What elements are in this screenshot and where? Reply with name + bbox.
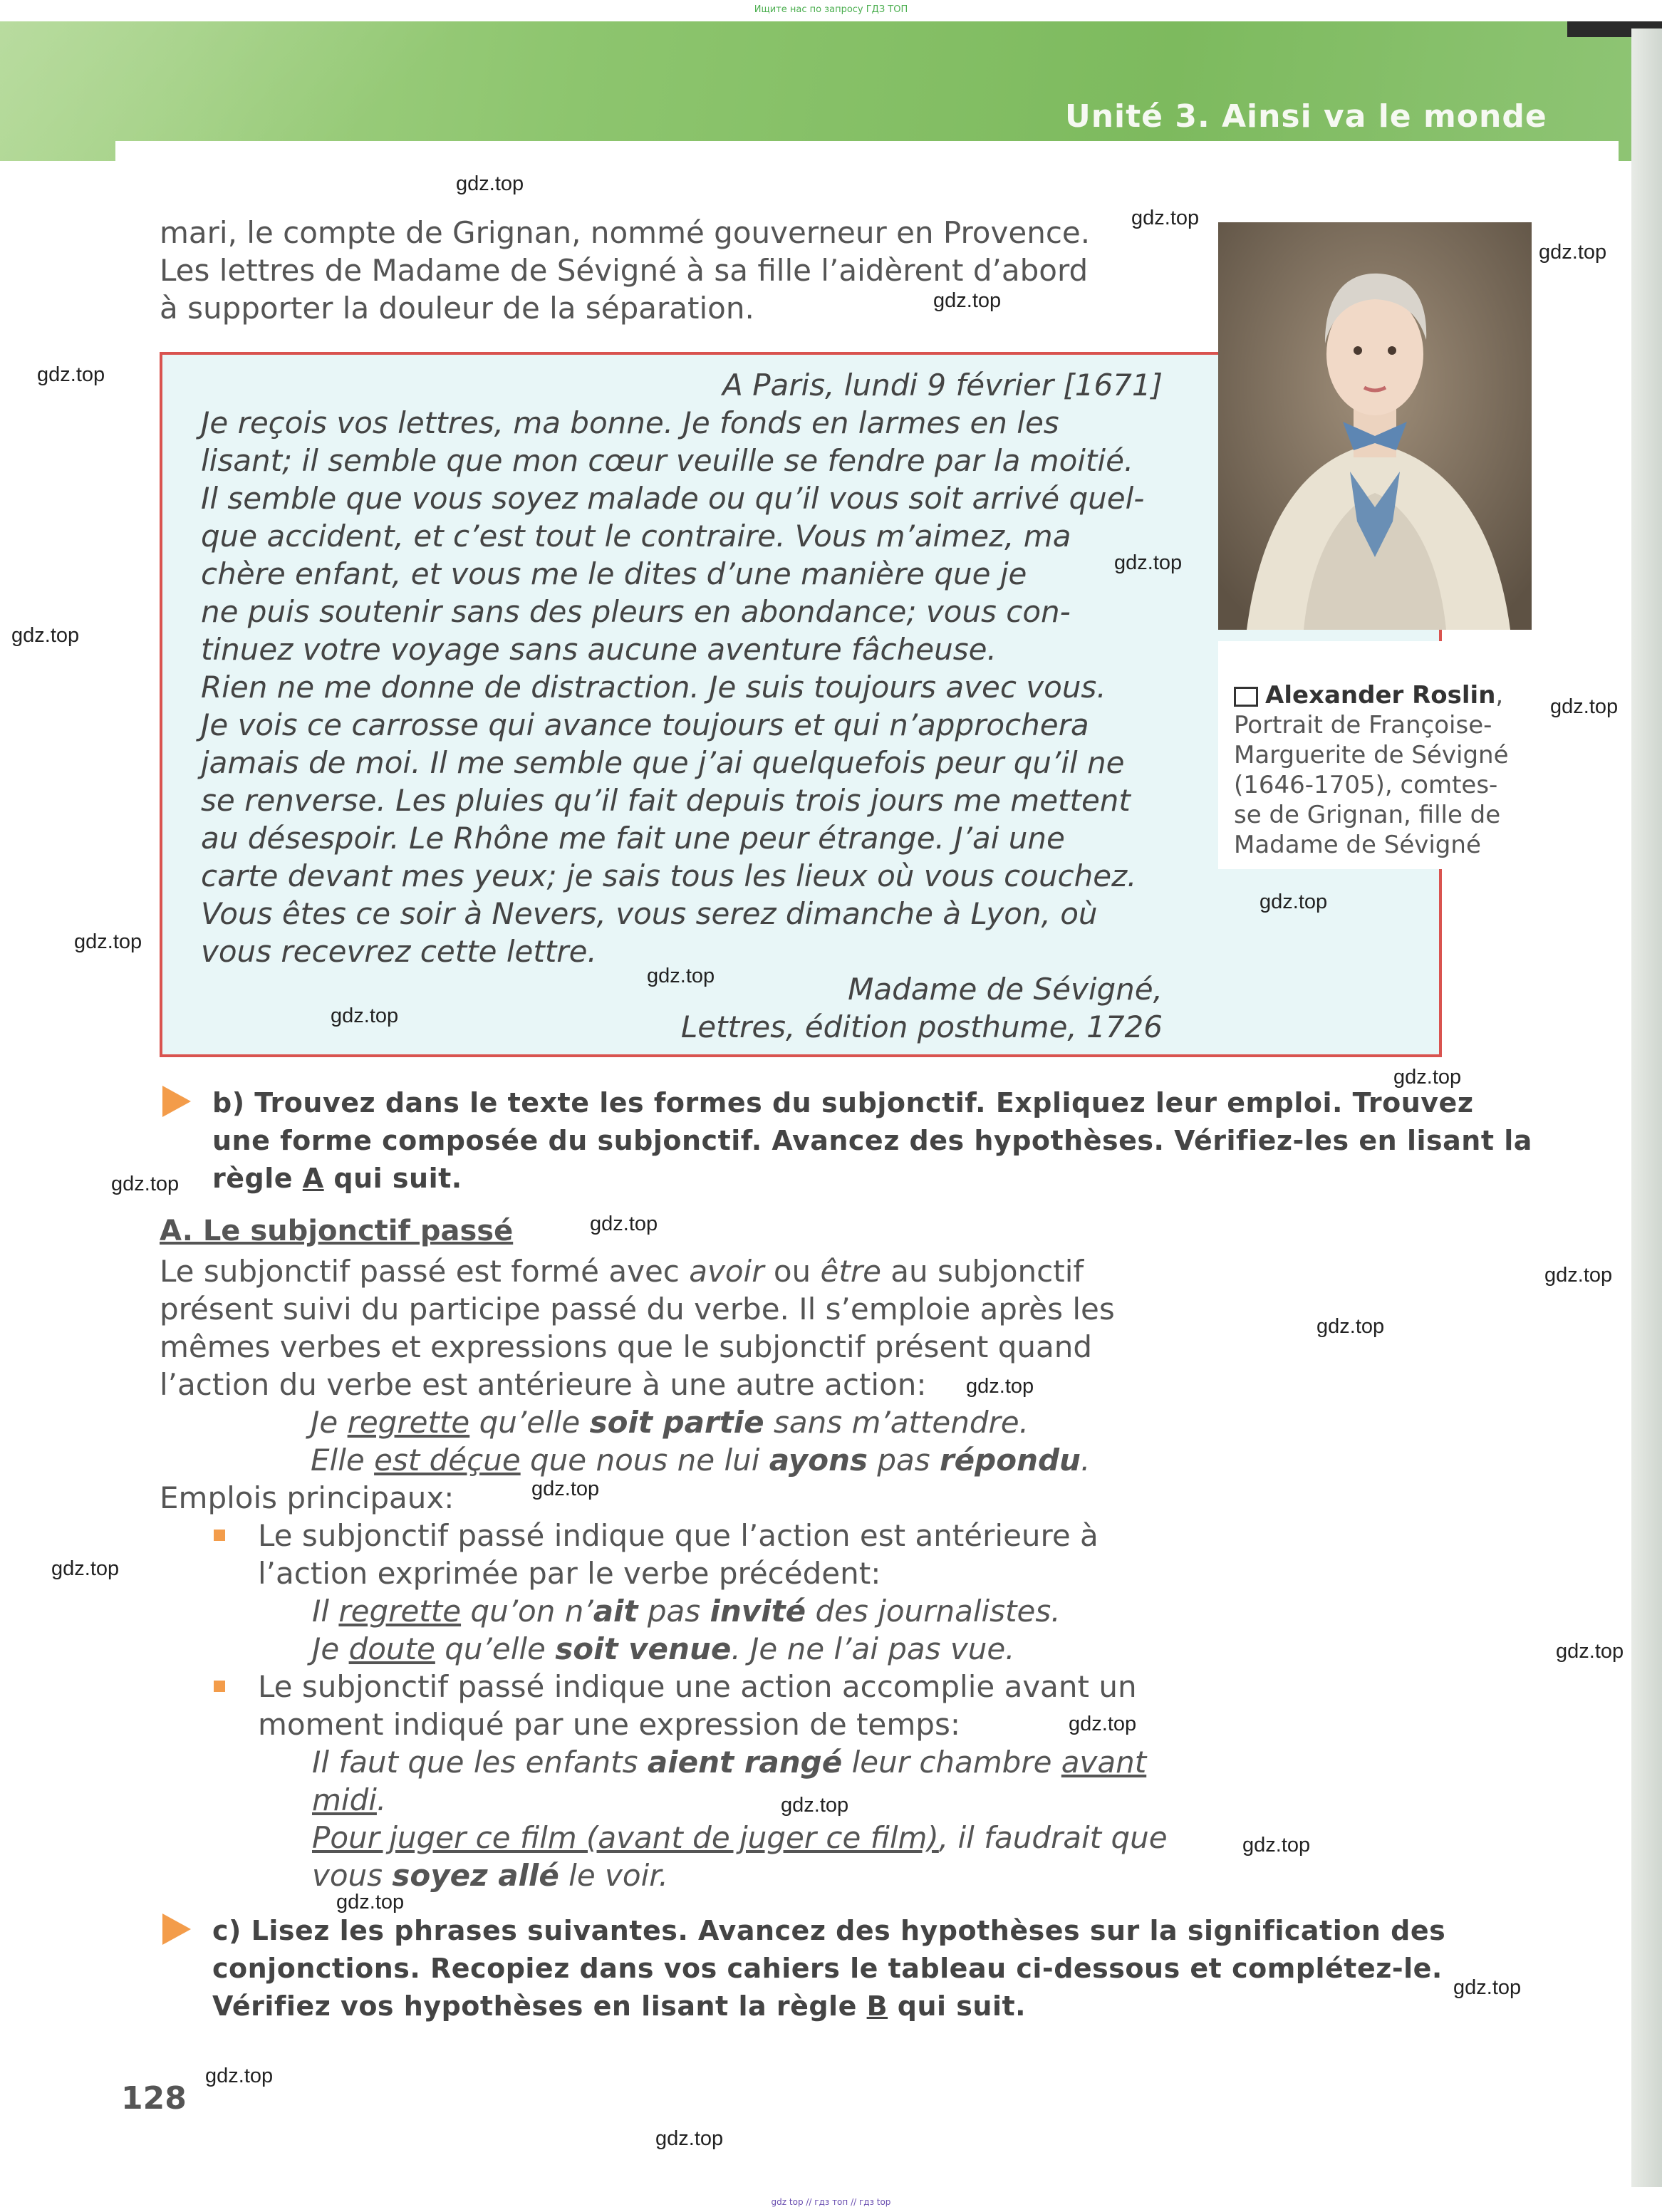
rule-b-link: B xyxy=(866,1990,888,2022)
watermark: gdz.top xyxy=(1539,241,1607,264)
intro-line: à supporter la douleur de la séparation. xyxy=(160,291,754,326)
book-binding-edge xyxy=(1631,28,1662,2187)
bottom-note: gdz top // гдз топ // гдз top xyxy=(771,2197,891,2207)
letter-source: Lettres, édition posthume, 1726 xyxy=(680,1009,1163,1044)
letter-line: Je reçois vos lettres, ma bonne. Je fonds en larmes en les xyxy=(201,405,1059,440)
watermark: gdz.top xyxy=(655,2127,724,2150)
letter-line: vous recevrez cette lettre. xyxy=(201,934,597,969)
watermark: gdz.top xyxy=(1242,1834,1311,1857)
watermark: gdz.top xyxy=(37,363,105,386)
watermark: gdz.top xyxy=(1544,1264,1613,1287)
watermark: gdz.top xyxy=(1550,695,1619,718)
watermark: gdz.top xyxy=(590,1213,658,1235)
letter-line: chère enfant, et vous me le dites d’une manière que je xyxy=(201,556,1027,591)
caption-line: Portrait de Françoise- xyxy=(1234,711,1492,739)
task-line: b) Trouvez dans le texte les formes du subjonctif. Expliquez leur emploi. Trouvez xyxy=(212,1087,1474,1118)
letter-signature: Madame de Sévigné, xyxy=(848,972,1163,1007)
task-text: règle xyxy=(212,1163,303,1194)
letter-date: A Paris, lundi 9 février [1671] xyxy=(722,368,1163,403)
rule-a-link: A xyxy=(302,1163,324,1194)
watermark: gdz.top xyxy=(1069,1713,1137,1735)
task-b xyxy=(212,1084,1537,1198)
intro-line: Les lettres de Madame de Sévigné à sa fille l’aidèrent d’abord xyxy=(160,253,1089,288)
watermark: gdz.top xyxy=(1453,1976,1522,1999)
watermark: gdz.top xyxy=(456,172,524,195)
watermark: gdz.top xyxy=(1131,207,1200,229)
intro-line: mari, le compte de Grignan, nommé gouverneur en Provence. xyxy=(160,215,1091,250)
letter-line: lisant; il semble que mon cœur veuille se fendre par la moitié. xyxy=(201,443,1134,478)
letter-line: Vous êtes ce soir à Nevers, vous serez dimanche à Lyon, où xyxy=(201,896,1098,931)
bullet-square-icon xyxy=(214,1530,225,1541)
watermark: gdz.top xyxy=(331,1004,399,1027)
bullet-line: moment indiqué par une expression de temps: xyxy=(258,1707,960,1742)
caption-line: (1646-1705), comtes- xyxy=(1234,771,1498,799)
letter-line: que accident, et c’est tout le contraire. Vous m’aimez, ma xyxy=(201,519,1071,554)
header-banner-highlight xyxy=(0,21,641,161)
portrait-painting xyxy=(1218,222,1532,630)
letter-line: carte devant mes yeux; je sais tous les lieux où vous couchez. xyxy=(201,858,1137,893)
watermark: gdz.top xyxy=(74,930,142,953)
letter-text xyxy=(201,366,1163,1046)
watermark: gdz.top xyxy=(1114,551,1183,574)
letter-line: tinuez votre voyage sans aucune aventure fâcheuse. xyxy=(201,632,997,667)
example-line: Elle est déçue que nous ne lui ayons pas répondu. xyxy=(311,1443,1091,1478)
watermark: gdz.top xyxy=(647,965,715,987)
letter-line: Je vois ce carrosse qui avance toujours et qui n’approchera xyxy=(201,707,1089,742)
letter-line: jamais de moi. Il me semble que j’ai quelquefois peur qu’il ne xyxy=(201,745,1125,780)
watermark: gdz.top xyxy=(205,2065,274,2087)
caption-line: Marguerite de Sévigné xyxy=(1234,741,1509,769)
portrait-caption xyxy=(1234,680,1533,860)
letter-line: se renverse. Les pluies qu’il fait depuis trois jours me mettent xyxy=(201,783,1131,818)
letter-line: au désespoir. Le Rhône me fait une peur étrange. J’ai une xyxy=(201,821,1065,856)
rule-a-body xyxy=(160,1252,1193,1894)
watermark: gdz.top xyxy=(1260,890,1328,913)
watermark: gdz.top xyxy=(111,1173,180,1195)
rule-line: Le subjonctif passé est formé avec avoir ou être au subjonctif xyxy=(160,1254,1084,1289)
watermark: gdz.top xyxy=(51,1557,120,1580)
letter-line: Rien ne me donne de distraction. Je suis toujours avec vous. xyxy=(201,670,1106,705)
example-line: Il regrette qu’on n’ait pas invité des journalistes. xyxy=(312,1594,1061,1629)
emplois-heading: Emplois principaux: xyxy=(160,1480,455,1515)
caption-line: se de Grignan, fille de xyxy=(1234,801,1501,829)
bullet-square-icon xyxy=(214,1681,225,1692)
example-line: Il faut que les enfants aient rangé leur chambre avant xyxy=(312,1745,1147,1780)
watermark: gdz.top xyxy=(11,624,80,647)
task-line: conjonctions. Recopiez dans vos cahiers le tableau ci-dessous et complétez-le. xyxy=(212,1953,1443,1984)
example-line: vous soyez allé le voir. xyxy=(312,1858,669,1893)
watermark: gdz.top xyxy=(1556,1640,1624,1663)
task-c xyxy=(212,1912,1537,2025)
task-line: Vérifiez vos hypothèses en lisant la règle B qui suit. xyxy=(212,1990,1027,2022)
top-search-note: Ищите нас по запросу ГДЗ ТОП xyxy=(754,4,908,15)
page-number: 128 xyxy=(121,2080,187,2117)
task-line: une forme composée du subjonctif. Avancez des hypothèses. Vérifiez-les en lisant la xyxy=(212,1125,1532,1156)
caption-comma: , xyxy=(1495,681,1504,710)
picture-frame-icon xyxy=(1234,687,1258,707)
caption-author: Alexander Roslin xyxy=(1265,681,1496,710)
watermark: gdz.top xyxy=(781,1794,849,1817)
portrait-illustration xyxy=(1218,222,1532,630)
caption-line: Madame de Sévigné xyxy=(1234,831,1481,859)
watermark: gdz.top xyxy=(531,1478,600,1500)
task-arrow-icon xyxy=(162,1086,191,1117)
watermark: gdz.top xyxy=(933,289,1002,312)
watermark: gdz.top xyxy=(336,1891,405,1914)
task-arrow-icon xyxy=(162,1914,191,1945)
watermark: gdz.top xyxy=(966,1375,1034,1398)
watermark: gdz.top xyxy=(1316,1315,1385,1338)
bullet-line: l’action exprimée par le verbe précédent: xyxy=(258,1556,881,1591)
caption-author-line xyxy=(1234,680,1533,710)
rule-line: mêmes verbes et expressions que le subjonctif présent quand xyxy=(160,1329,1093,1364)
unit-title: Unité 3. Ainsi va le monde xyxy=(1065,98,1547,135)
watermark: gdz.top xyxy=(1393,1066,1462,1089)
letter-line: ne puis soutenir sans des pleurs en abondance; vous con- xyxy=(201,594,1071,629)
task-line: c) Lisez les phrases suivantes. Avancez des hypothèses sur la signification des xyxy=(212,1915,1446,1946)
bullet-item: Le subjonctif passé indique une action accomplie avant un xyxy=(160,1668,1193,1705)
example-line: Je regrette qu’elle soit partie sans m’attendre. xyxy=(311,1405,1029,1440)
letter-line: Il semble que vous soyez malade ou qu’il vous soit arrivé quel- xyxy=(201,481,1145,516)
rule-line: l’action du verbe est antérieure à une autre action: xyxy=(160,1367,927,1402)
task-line xyxy=(212,1160,1537,1198)
example-line: midi. xyxy=(312,1782,387,1817)
task-text: qui suit. xyxy=(323,1163,462,1194)
bullet-item: Le subjonctif passé indique que l’action est antérieure à xyxy=(160,1517,1193,1554)
example-line: Je doute qu’elle soit venue. Je ne l’ai pas vue. xyxy=(312,1631,1015,1666)
rule-line: présent suivi du participe passé du verbe. Il s’emploie après les xyxy=(160,1292,1115,1326)
rule-a-title: A. Le subjonctif passé xyxy=(160,1215,514,1247)
example-line: Pour juger ce film (avant de juger ce film), il faudrait que xyxy=(312,1820,1168,1855)
